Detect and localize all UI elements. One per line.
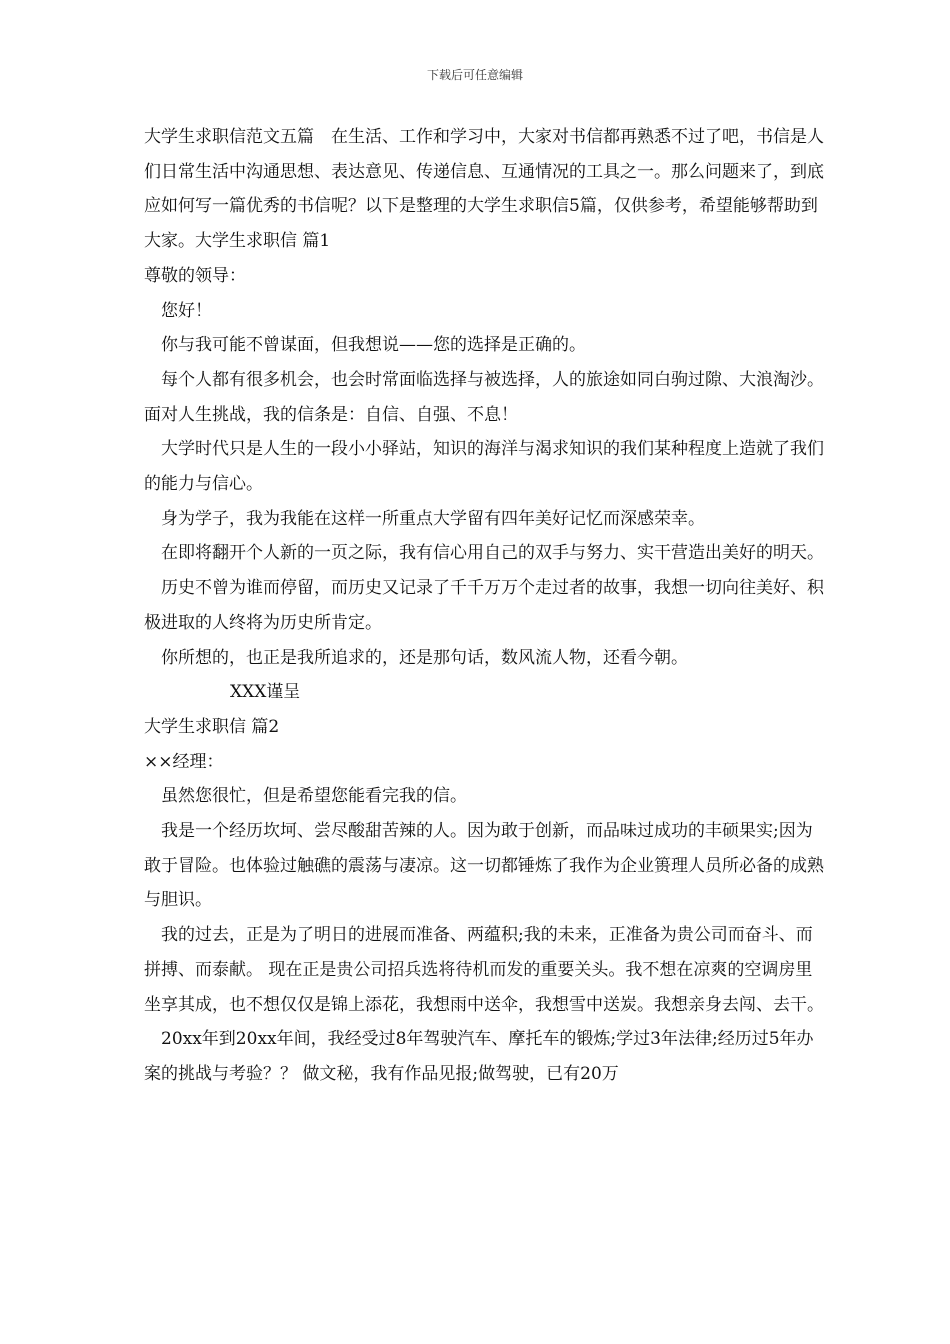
section-heading: 大学生求职信 篇2: [144, 716, 280, 737]
body-paragraph: 历史不曾为谁而停留，而历史又记录了千千万万个走过者的故事，我想一切向往美好、积极进取的人终将为历史所肯定。: [144, 578, 824, 633]
body-paragraph: 大学时代只是人生的一段小小驿站，知识的海洋与渴求知识的我们某种程度上造就了我们的能力与信心。: [144, 439, 824, 495]
body-paragraph: 你所想的，也正是我所追求的，还是那句话，数风流人物，还看今朝。: [161, 647, 688, 668]
body-paragraph: 我的过去，正是为了明日的进展而准备、两蕴积;我的未来，正准备为贵公司而奋斗、而拼搏、而泰献。 现在正是贵公司招兵选将待机而发的重要关头。我不想在凉爽的空调房里坐享其成，也不想仅仅是锦上添花，我想雨中送伞，我想雪中送炭。我想亲身去闯、去干。: [144, 925, 824, 1015]
body-paragraph: 20xx年到20xx年间，我经受过8年驾驶汽车、摩托车的锻炼;学过3年法律;经历过5年办案的挑战与考验？？ 做文秘，我有作品见报;做驾驶，已有20万: [144, 1029, 814, 1084]
salutation-2: ××经理：: [144, 751, 224, 772]
body-paragraph: 你与我可能不曾谋面，但我想说——您的选择是正确的。: [161, 335, 586, 356]
document-body: [144, 120, 824, 1092]
signature: XXX谨呈: [230, 682, 301, 703]
body-paragraph: 在即将翻开个人新的一页之际，我有信心用自己的双手与努力、实干营造出美好的明天。: [161, 543, 824, 564]
greeting: 您好！: [161, 300, 212, 321]
body-paragraph: 虽然您很忙，但是希望您能看完我的信。: [161, 786, 467, 807]
body-paragraph: 我是一个经历坎坷、尝尽酸甜苦辣的人。因为敢于创新，而品味过成功的丰硕果实;因为敢于冒险。也体验过触礁的震荡与凄凉。这一切都锤炼了我作为企业篑理人员所必备的成熟与胆识。: [144, 821, 824, 911]
page-header: 下载后可任意编辑: [426, 68, 523, 82]
salutation-1: 尊敬的领导：: [144, 265, 246, 286]
body-paragraph: 每个人都有很多机会，也会时常面临选择与被选择，人的旅途如同白驹过隙、大浪淘沙。面对人生挑战，我的信条是：自信、自强、不息！: [144, 369, 824, 425]
body-paragraph: 身为学子，我为我能在这样一所重点大学留有四年美好记忆而深感荣幸。: [161, 508, 705, 529]
intro-paragraph: 大学生求职信范文五篇 在生活、工作和学习中，大家对书信都再熟悉不过了吧，书信是人们日常生活中沟通思想、表达意见、传递信息、互通情况的工具之一。那么问题来了，到底应如何写一篇优秀的书信呢？以下是整理的大学生求职信5篇，仅供参考，希望能够帮助到大家。大学生求职信 篇1: [144, 127, 824, 252]
